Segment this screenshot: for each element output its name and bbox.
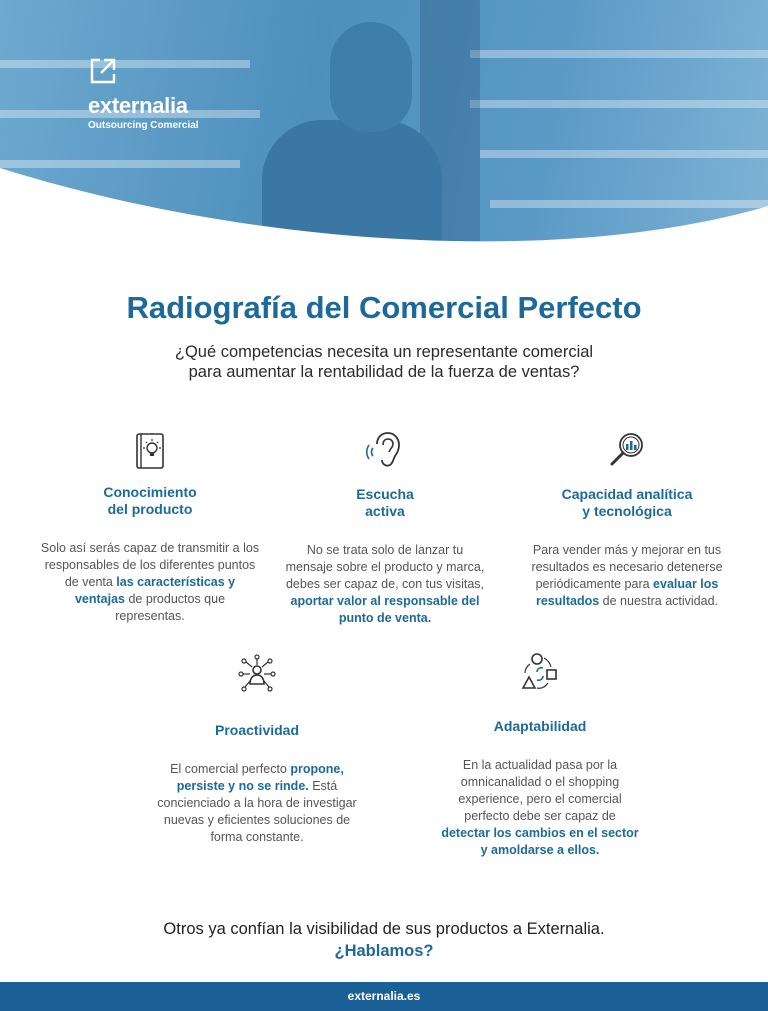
subtitle-line: ¿Qué competencias necesita un representante comercial — [174, 343, 594, 361]
card-text: Solo así serás capaz de transmitir a los responsables de los diferentes puntos de venta las características y ventajas de productos que representas. — [40, 541, 260, 623]
magnifier-chart-icon — [607, 430, 647, 470]
competency-card-adaptability — [440, 652, 640, 859]
hero-banner — [0, 0, 768, 290]
card-title: Proactividad — [214, 722, 300, 738]
ear-listening-icon — [365, 430, 405, 470]
card-text: No se trata solo de lanzar tu mensaje sobre el producto y marca, debes ser capaz de, con tus visitas, aportar valor al responsable del punto de venta. — [285, 543, 485, 625]
call-to-action — [0, 920, 768, 961]
page-title: Radiografía del Comercial Perfecto — [126, 290, 642, 325]
external-link-logo-icon — [88, 56, 118, 86]
competency-card-active-listening — [282, 430, 488, 627]
brand-logo[interactable] — [88, 56, 199, 131]
card-title: Escucha activa — [356, 486, 414, 519]
competency-card-proactivity — [152, 654, 362, 846]
card-text: En la actualidad pasa por la omnicanalidad o el shopping experience, pero el comercial perfecto debe ser capaz de detectar los cambios en el sector y amoldarse a ellos. — [441, 758, 639, 857]
competency-card-analytical-capacity — [516, 430, 738, 610]
card-title: Capacidad analítica y tecnológica — [561, 486, 693, 519]
brand-name: externalia — [88, 93, 188, 118]
cta-question-link[interactable]: ¿Hablamos? — [334, 942, 434, 960]
book-idea-icon — [135, 432, 165, 470]
competency-card-product-knowledge — [40, 432, 260, 625]
card-text: El comercial perfecto propone, persiste y no se rinde. Está concienciado a la hora de investigar nuevas y eficientes soluciones de forma constante. — [157, 762, 357, 844]
footer-website-link[interactable]: externalia.es — [347, 989, 421, 1003]
card-title: Conocimiento del producto — [103, 484, 197, 517]
cta-text: Otros ya confían la visibilidad de sus productos a Externalia. — [163, 920, 605, 938]
card-title: Adaptabilidad — [493, 718, 587, 734]
footer-bar — [0, 982, 768, 1011]
network-person-icon — [237, 654, 277, 694]
subtitle-line: para aumentar la rentabilidad de la fuerza de ventas? — [188, 363, 580, 381]
brand-tagline: Outsourcing Comercial — [88, 120, 199, 131]
page-subtitle — [134, 342, 634, 382]
card-text: Para vender más y mejorar en tus resultados es necesario detenerse periódicamente para evaluar los resultados de nuestra actividad. — [531, 543, 723, 608]
hero-wave-shape — [0, 0, 768, 290]
shapes-cycle-icon — [520, 652, 560, 692]
